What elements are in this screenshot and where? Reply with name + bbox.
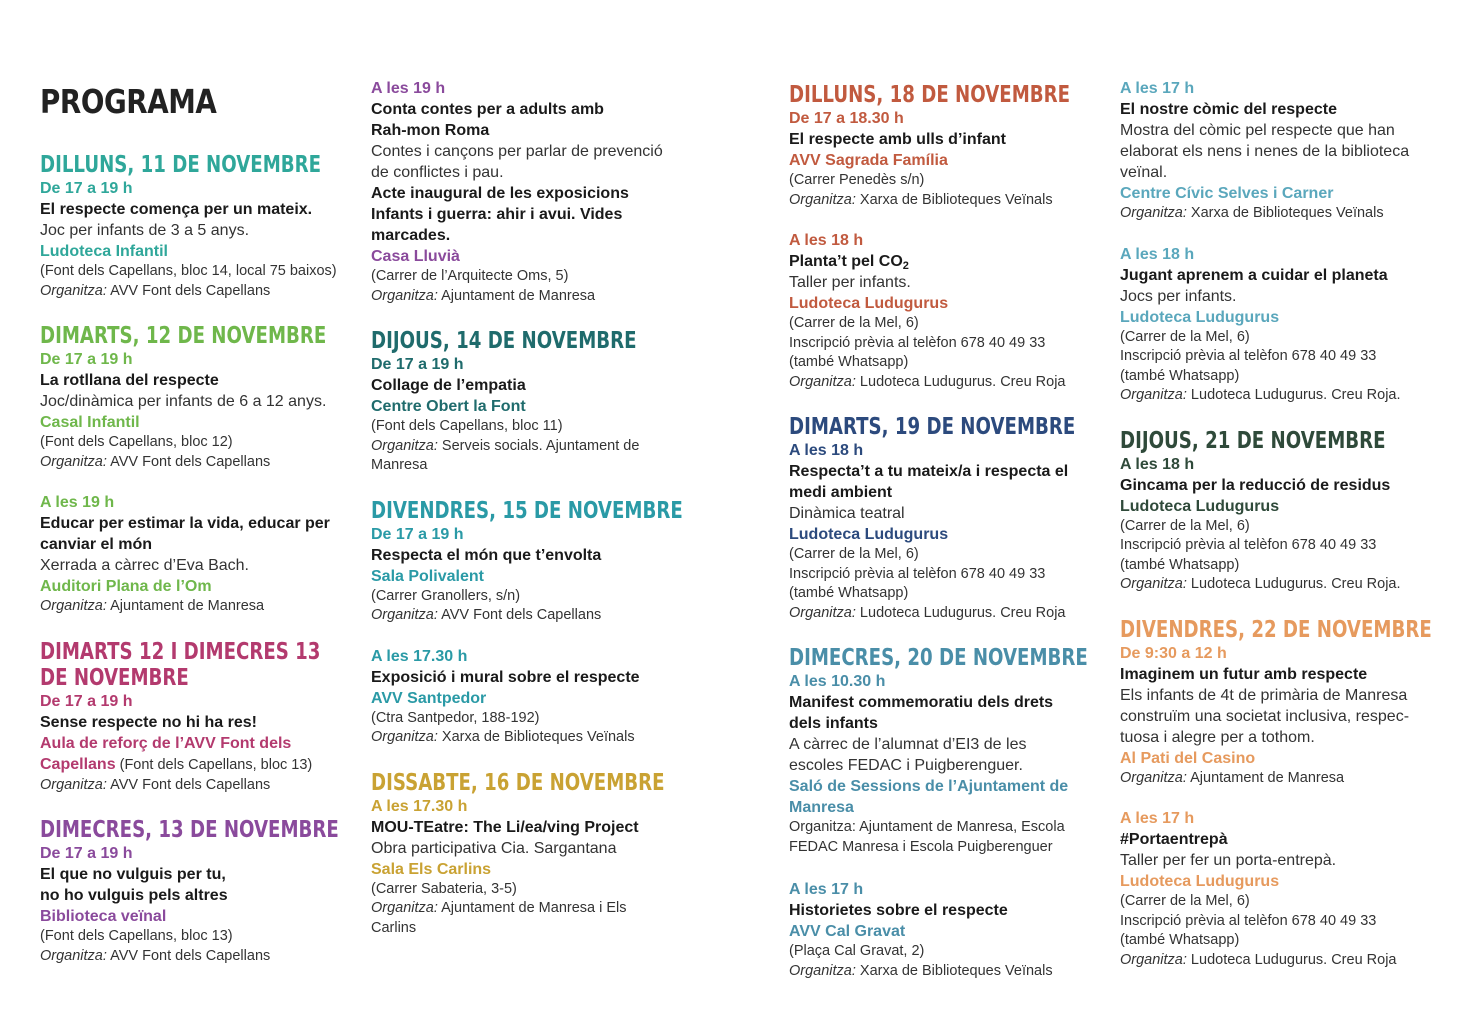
organizer-label: Organitza: [371, 607, 438, 623]
day-heading: DILLUNS, 11 DE NOVEMBRE [40, 152, 322, 178]
event-address: (Carrer Granollers, s/n) [371, 587, 521, 604]
event-place: Al Pati del Casino [1120, 749, 1256, 767]
event-organizer [1120, 386, 1440, 406]
event-place: Casa Lluvià [371, 248, 460, 265]
event-description: Jocs per infants. [1120, 287, 1237, 305]
event-organizer [371, 728, 701, 748]
event-description: Xerrada a càrrec d’Eva Bach. [40, 557, 249, 574]
event-description: Els infants de 4t de primària de Manresa construïm una societat inclusiva, respec- tuosa i alegre per a tothom. [1120, 686, 1410, 746]
organizer-label: Organitza: [371, 729, 438, 745]
event-title: Gincama per la reducció de residus [1120, 476, 1391, 494]
event-organizer [1120, 204, 1440, 224]
event-address: (Carrer de la Mel, 6) Inscripció prèvia al telèfon 678 40 49 33 (també Whatsapp) [789, 546, 1046, 601]
event-organizer [371, 287, 701, 307]
day-heading: DIMARTS, 12 DE NOVEMBRE [40, 323, 327, 349]
event-title: El nostre còmic del respecte [1120, 101, 1337, 118]
event-time: De 17 a 19 h [371, 356, 464, 373]
organizer-name: AVV Font dels Capellans [106, 947, 271, 964]
event-address: (Carrer de la Mel, 6) Inscripció prèvia al telèfon 678 40 49 33 (també Whatsapp) [1120, 517, 1377, 573]
event-address: (Carrer de l’Arquitecte Oms, 5) [371, 268, 569, 284]
organizer-label: Organitza: [40, 282, 107, 299]
event-block [371, 646, 701, 748]
event-title-text: Planta’t pel CO [789, 253, 903, 270]
organizer-name: Ajuntament de Manresa i Els [437, 900, 627, 916]
column-3 [789, 78, 1101, 981]
organizer-label: Organitza: [40, 947, 107, 964]
event-title: El que no vulguis per tu, no ho vulguis pels altres [40, 866, 228, 904]
event-block [40, 152, 358, 301]
event-description: Mostra del còmic pel respecte que han elaborat els nens i nenes de la biblioteca veïnal. [1120, 122, 1410, 181]
day-heading: DIMECRES, 13 DE NOVEMBRE [40, 817, 339, 843]
day-heading: DIMARTS, 19 DE NOVEMBRE [789, 414, 1076, 440]
event-title: Historietes sobre el respecte [789, 902, 1008, 919]
event-organizer [40, 453, 358, 473]
organizer-name: Ajuntament de Manresa [1186, 769, 1345, 786]
event-place-end: Capellans [40, 755, 116, 773]
event-address: (Ctra Santpedor, 188-192) [371, 709, 540, 726]
organizer-name: Serveis socials. Ajuntament de [437, 437, 640, 454]
event-address: (Font dels Capellans, bloc 12) [40, 434, 233, 450]
organizer-label: Organitza: [371, 437, 438, 454]
event-block [40, 492, 358, 617]
event-address: (Font dels Capellans, bloc 13) [115, 756, 313, 773]
event-title: MOU-TEatre: The Li/ea/ving Project [371, 818, 639, 836]
event-title-2: Acte inaugural de les exposicions Infants i guerra: ahir i avui. Vides marcades. [371, 185, 629, 244]
event-time: A les 10.30 h [789, 673, 886, 690]
event-address: (Carrer de la Mel, 6) Inscripció prèvia al telèfon 678 40 49 33 (també Whatsapp) [789, 315, 1046, 370]
organizer-label: Organitza: [789, 962, 856, 979]
event-address: (Carrer Penedès s/n) [789, 172, 925, 188]
event-time: A les 18 h [789, 442, 864, 459]
organizer-name: Ajuntament de Manresa [106, 598, 265, 614]
organizer-name: Xarxa de Biblioteques Veïnals [437, 729, 635, 745]
event-block [789, 645, 1101, 857]
organizer-name: Ludoteca Ludugurus. Creu Roja [855, 604, 1066, 621]
event-title: #Portaentrepà [1120, 831, 1228, 848]
event-title: Jugant aprenem a cuidar el planeta [1120, 266, 1388, 284]
event-title [789, 251, 1101, 272]
event-title: Collage de l’empatia [371, 377, 526, 394]
organizer-name: AVV Font dels Capellans [106, 282, 271, 299]
organizer-label: Organitza: [1120, 387, 1187, 403]
organizer-label: Organitza: [789, 191, 856, 208]
event-place: Saló de Sessions de l’Ajuntament de Manresa [789, 778, 1069, 816]
event-description: Taller per infants. [789, 274, 911, 291]
event-place: AVV Santpedor [371, 689, 487, 707]
organizer-label: Organitza: [371, 287, 438, 304]
event-address: (Font dels Capellans, bloc 13) [40, 928, 233, 944]
event-title: Respecta el món que t’envolta [371, 546, 602, 564]
event-time: A les 18 h [1120, 455, 1195, 473]
organizer-label: Organitza: [1120, 769, 1187, 786]
organizer-name: Ludoteca Ludugurus. Creu Roja [855, 373, 1066, 390]
day-heading: DIJOUS, 14 DE NOVEMBRE [371, 328, 637, 354]
event-organizer [1120, 769, 1440, 789]
event-organizer [371, 606, 701, 626]
event-organizer [371, 899, 701, 919]
event-organizer-cont: Carlins [371, 919, 417, 936]
event-block [40, 323, 358, 472]
event-place: Ludoteca Ludugurus [789, 526, 949, 543]
organizer-name: AVV Font dels Capellans [437, 607, 602, 623]
event-block [789, 879, 1101, 981]
event-title: Sense respecte no hi ha res! [40, 713, 257, 731]
event-place: Ludoteca Ludugurus [1120, 497, 1280, 515]
event-time: A les 17 h [1120, 80, 1195, 97]
event-organizer [371, 437, 701, 457]
event-place: AVV Cal Gravat [789, 923, 906, 940]
event-organizer: Organitza: Ajuntament de Manresa, Escola FEDAC Manresa i Escola Puigberenguer [789, 819, 1065, 855]
event-address: (Font dels Capellans, bloc 11) [371, 418, 563, 434]
event-time: De 17 a 18.30 h [789, 110, 904, 127]
event-block [1120, 808, 1440, 970]
event-organizer [789, 191, 1101, 211]
event-description: Joc per infants de 3 a 5 anys. [40, 222, 250, 239]
event-place: Auditori Plana de l’Om [40, 578, 212, 595]
event-time: De 17 a 19 h [371, 525, 464, 543]
event-organizer [789, 373, 1101, 393]
day-heading: DIMARTS 12 I DIMECRES 13 DE NOVEMBRE [40, 638, 321, 691]
event-organizer [40, 776, 358, 796]
event-block [371, 328, 701, 476]
event-block [40, 817, 358, 966]
day-heading: DIVENDRES, 22 DE NOVEMBRE [1120, 616, 1432, 643]
event-place: AVV Sagrada Família [789, 152, 948, 169]
event-title: La rotllana del respecte [40, 372, 219, 389]
day-heading: DIJOUS, 21 DE NOVEMBRE [1120, 427, 1386, 454]
event-address: (Plaça Cal Gravat, 2) [789, 943, 925, 959]
event-time: A les 18 h [1120, 245, 1195, 263]
event-description: A càrrec de l’alumnat d’EI3 de les escoles FEDAC i Puigberenguer. [789, 736, 1027, 774]
day-heading: DIVENDRES, 15 DE NOVEMBRE [371, 497, 683, 524]
event-time: A les 19 h [40, 494, 115, 511]
event-place: Ludoteca Ludugurus [1120, 308, 1280, 326]
event-title-subscript: 2 [902, 260, 909, 272]
event-time: A les 17 h [1120, 810, 1195, 827]
event-block [1120, 428, 1440, 595]
organizer-label: Organitza: [789, 373, 856, 390]
event-place: Ludoteca Ludugurus [1120, 873, 1280, 890]
event-time: De 17 a 19 h [40, 180, 133, 197]
event-title: El respecte comença per un mateix. [40, 201, 313, 218]
event-title: Educar per estimar la vida, educar per canviar el món [40, 515, 330, 553]
event-title: El respecte amb ulls d’infant [789, 131, 1006, 148]
event-address: (Carrer Sabateria, 3-5) [371, 880, 517, 897]
event-organizer [1120, 951, 1440, 971]
event-organizer [789, 962, 1101, 982]
event-title: Conta contes per a adults amb Rah-mon Roma [371, 101, 604, 139]
event-address: (Font dels Capellans, bloc 14, local 75 baixos) [40, 263, 337, 279]
organizer-label: Organitza: [40, 598, 107, 614]
event-block [40, 639, 358, 796]
event-place: Centre Obert la Font [371, 398, 526, 415]
day-heading: DISSABTE, 16 DE NOVEMBRE [371, 769, 665, 796]
page-title: PROGRAMA [40, 82, 217, 121]
organizer-label: Organitza: [1120, 205, 1187, 221]
organizer-name: AVV Font dels Capellans [106, 776, 271, 793]
event-block [371, 498, 701, 626]
column-1 [40, 78, 358, 966]
event-description: Taller per fer un porta-entrepà. [1120, 852, 1337, 869]
event-description: Contes i cançons per parlar de prevenció de conflictes i pau. [371, 143, 663, 181]
event-title: Respecta’t a tu mateix/a i respecta el medi ambient [789, 463, 1069, 501]
event-time: De 17 a 19 h [40, 845, 133, 862]
organizer-label: Organitza: [40, 453, 107, 470]
event-organizer-cont: Manresa [371, 457, 428, 473]
event-place: Casal Infantil [40, 414, 140, 431]
event-description: Obra participativa Cia. Sargantana [371, 839, 617, 857]
event-description: Dinàmica teatral [789, 505, 905, 522]
event-time: A les 17.30 h [371, 797, 468, 815]
event-block [371, 770, 701, 939]
event-time: De 17 a 19 h [40, 692, 133, 710]
event-description: Joc/dinàmica per infants de 6 a 12 anys. [40, 393, 327, 410]
organizer-name: Xarxa de Biblioteques Veïnals [855, 962, 1053, 979]
event-place: Sala Polivalent [371, 567, 484, 585]
event-place: Sala Els Carlins [371, 860, 492, 878]
event-place-cont [40, 754, 358, 776]
event-address: (Carrer de la Mel, 6) Inscripció prèvia al telèfon 678 40 49 33 (també Whatsapp) [1120, 893, 1377, 948]
event-organizer [40, 597, 358, 617]
column-2 [371, 78, 701, 938]
event-block [1120, 244, 1440, 406]
event-place: Ludoteca Infantil [40, 243, 168, 260]
day-heading: DILLUNS, 18 DE NOVEMBRE [789, 82, 1071, 108]
organizer-label: Organitza: [1120, 576, 1187, 592]
event-time: De 9:30 a 12 h [1120, 644, 1227, 662]
event-organizer [789, 604, 1101, 624]
organizer-label: Organitza: [371, 900, 438, 916]
event-time: De 17 a 19 h [40, 351, 133, 368]
event-time: A les 19 h [371, 80, 446, 97]
organizer-name: Ludoteca Ludugurus. Creu Roja. [1186, 576, 1401, 592]
event-organizer [40, 947, 358, 967]
event-title: Exposició i mural sobre el respecte [371, 668, 640, 686]
organizer-name: Ludoteca Ludugurus. Creu Roja. [1186, 387, 1401, 403]
organizer-label: Organitza: [1120, 951, 1187, 968]
event-block [1120, 78, 1440, 224]
event-place: Biblioteca veïnal [40, 908, 167, 925]
organizer-label: Organitza: [40, 776, 107, 793]
event-title: Manifest commemoratiu dels drets dels infants [789, 694, 1054, 732]
event-place: Aula de reforç de l’AVV Font dels [40, 734, 292, 752]
event-organizer [1120, 575, 1440, 595]
event-block [789, 230, 1101, 392]
event-block [1120, 617, 1440, 789]
column-4 [1120, 78, 1440, 970]
event-time: A les 17.30 h [371, 647, 468, 665]
event-place: Centre Cívic Selves i Carner [1120, 185, 1334, 202]
day-heading: DIMECRES, 20 DE NOVEMBRE [789, 645, 1088, 671]
event-organizer [40, 282, 358, 302]
event-place: Ludoteca Ludugurus [789, 295, 949, 312]
event-block [789, 414, 1101, 623]
organizer-label: Organitza: [789, 604, 856, 621]
event-block [789, 82, 1101, 210]
event-title: Imaginem un futur amb respecte [1120, 665, 1368, 683]
organizer-name: Ajuntament de Manresa [437, 287, 596, 304]
organizer-name: Ludoteca Ludugurus. Creu Roja [1186, 951, 1397, 968]
event-time: A les 18 h [789, 232, 864, 249]
organizer-name: Xarxa de Biblioteques Veïnals [1186, 205, 1384, 221]
organizer-name: Xarxa de Biblioteques Veïnals [855, 191, 1053, 208]
event-block [371, 78, 701, 306]
event-time: A les 17 h [789, 881, 864, 898]
event-address: (Carrer de la Mel, 6) Inscripció prèvia al telèfon 678 40 49 33 (també Whatsapp) [1120, 328, 1377, 384]
organizer-name: AVV Font dels Capellans [106, 453, 271, 470]
